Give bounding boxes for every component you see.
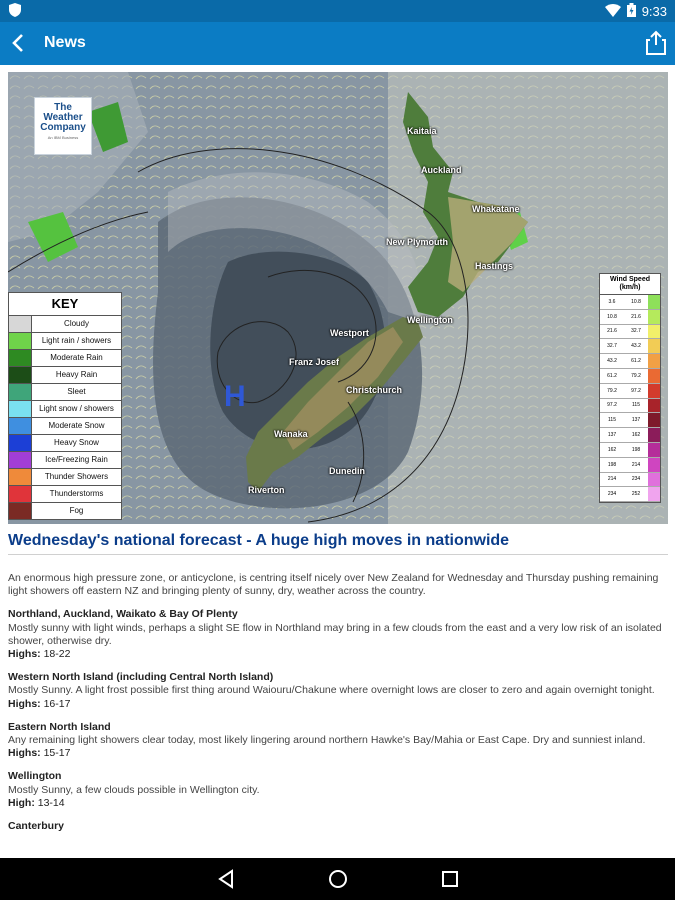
weather-company-logo: The Weather Company An IBM Business — [34, 97, 92, 155]
wind-row — [600, 310, 660, 325]
place-label: Westport — [330, 328, 369, 338]
wind-from: 21.6 — [607, 328, 617, 335]
key-swatch — [9, 401, 32, 417]
wind-to: 115 — [632, 402, 640, 409]
key-swatch — [9, 469, 32, 485]
key-swatch — [9, 486, 32, 502]
highs-value: 15-17 — [40, 747, 71, 760]
wind-swatch — [648, 443, 660, 457]
highs-label: Highs: — [8, 747, 41, 760]
wind-row — [600, 413, 660, 428]
wind-swatch — [648, 295, 660, 309]
wind-row — [600, 339, 660, 354]
place-label: Wanaka — [274, 429, 308, 439]
key-row — [8, 435, 122, 452]
wind-from: 3.6 — [608, 298, 616, 305]
key-row — [8, 367, 122, 384]
forecast-section — [8, 671, 666, 711]
wind-row — [600, 399, 660, 414]
wind-to: 10.8 — [631, 298, 641, 305]
wind-row — [600, 443, 660, 458]
precip-key — [8, 292, 122, 520]
wind-from: 198 — [607, 461, 617, 468]
key-swatch — [9, 333, 32, 349]
clock: 9:33 — [641, 4, 667, 19]
section-body: Mostly sunny with light winds, perhaps a slight SE flow in Northland may bring in a few clouds from the east and a very low risk of an isolated shower, otherwise dry. — [8, 621, 662, 647]
key-label: Moderate Snow — [48, 421, 105, 430]
wind-to: 252 — [631, 491, 641, 498]
wind-swatch — [648, 384, 660, 398]
key-label: Heavy Snow — [54, 438, 99, 447]
wind-from: 61.2 — [607, 372, 617, 379]
forecast-section — [8, 608, 666, 661]
article-scroll[interactable] — [0, 65, 675, 858]
key-swatch — [9, 503, 32, 519]
key-label: Thunder Showers — [44, 472, 109, 481]
key-swatch — [9, 435, 32, 451]
highs-value: 13-14 — [34, 796, 65, 809]
wind-to: 214 — [631, 461, 641, 468]
wind-swatch — [648, 369, 660, 383]
wind-speed-legend — [599, 273, 661, 503]
section-heading: Northland, Auckland, Waikato & Bay Of Plenty — [8, 608, 238, 621]
key-row — [8, 486, 122, 503]
key-label: Fog — [69, 506, 84, 515]
wind-swatch — [648, 473, 660, 487]
wind-row — [600, 384, 660, 399]
wind-row — [600, 354, 660, 369]
home-circle-icon[interactable] — [327, 868, 349, 890]
key-label: Light rain / showers — [41, 336, 112, 345]
key-row — [8, 316, 122, 333]
wind-to: 137 — [631, 417, 641, 424]
key-row — [8, 350, 122, 367]
share-icon[interactable] — [645, 30, 667, 56]
section-heading: Western North Island (including Central North Island) — [8, 671, 274, 684]
high-pressure-marker: H — [224, 380, 246, 413]
article-body — [8, 572, 666, 843]
key-row — [8, 333, 122, 350]
system-nav-bar — [0, 858, 675, 900]
key-label: Thunderstorms — [49, 489, 104, 498]
wind-to: 32.7 — [631, 328, 641, 335]
wind-from: 32.7 — [607, 343, 617, 350]
divider — [8, 554, 668, 555]
wind-from: 214 — [607, 476, 617, 483]
page-title: News — [44, 34, 86, 51]
wind-from: 97.2 — [607, 402, 617, 409]
highs-label: Highs: — [8, 697, 41, 710]
key-label: Ice/Freezing Rain — [45, 455, 108, 464]
section-heading: Eastern North Island — [8, 720, 111, 733]
article-intro: An enormous high pressure zone, or anticyclone, is centring itself nicely over New Zealand for Wednesday and Thursday pushing remaining light showers off eastern NZ and bringing plenty of sunny, dry, weather across the country. — [8, 572, 659, 598]
wind-legend-title: Wind Speed (km/h) — [600, 274, 660, 295]
highs-value: 18-22 — [40, 648, 71, 661]
wind-from: 162 — [607, 446, 617, 453]
article-headline: Wednesday's national forecast - A huge high moves in nationwide — [8, 532, 510, 549]
wind-row — [600, 295, 660, 310]
wind-to: 79.2 — [631, 372, 641, 379]
section-heading: Canterbury — [8, 820, 65, 833]
place-label: Kaitaia — [407, 126, 437, 136]
place-label: Hastings — [475, 261, 514, 271]
wind-swatch — [648, 458, 660, 472]
wind-swatch — [648, 325, 660, 339]
key-row — [8, 384, 122, 401]
wind-from: 115 — [608, 417, 616, 424]
wind-to: 61.2 — [631, 358, 641, 365]
section-body: Any remaining light showers clear today, most likely lingering around northern Hawke's Bay/Mahia or East Cape. Dry and sunniest inland. — [8, 734, 646, 747]
highs-label: Highs: — [8, 648, 41, 661]
key-label: Heavy Rain — [55, 370, 98, 379]
wind-to: 162 — [631, 432, 641, 439]
wind-swatch — [648, 487, 660, 501]
wind-row — [600, 369, 660, 384]
wind-to: 234 — [631, 476, 641, 483]
highs-label: High: — [8, 796, 35, 809]
wind-swatch — [648, 428, 660, 442]
wind-swatch — [648, 399, 660, 413]
wind-swatch — [648, 354, 660, 368]
back-arrow-icon[interactable] — [8, 32, 30, 54]
wifi-icon — [605, 4, 621, 20]
wind-row — [600, 325, 660, 340]
back-triangle-icon[interactable] — [215, 868, 237, 890]
key-label: Moderate Rain — [50, 353, 103, 362]
key-label: Cloudy — [64, 319, 89, 328]
key-row — [8, 418, 122, 435]
place-label: Wellington — [407, 315, 453, 325]
place-label: Whakatane — [472, 204, 520, 214]
wind-from: 79.2 — [607, 387, 617, 394]
wind-from: 10.8 — [607, 313, 617, 320]
wind-swatch — [648, 413, 660, 427]
wind-swatch — [648, 310, 660, 324]
key-label: Light snow / showers — [39, 404, 114, 413]
place-label: Dunedin — [329, 466, 365, 476]
key-swatch — [9, 367, 32, 383]
wind-row — [600, 458, 660, 473]
forecast-map — [8, 72, 668, 524]
key-row — [8, 469, 122, 486]
key-swatch — [9, 452, 32, 468]
wind-to: 21.6 — [631, 313, 641, 320]
highs-value: 16-17 — [40, 697, 71, 710]
place-label: Franz Josef — [289, 357, 340, 367]
section-body: Mostly Sunny. A light frost possible first thing around Waiouru/Chakune where overnight lows are closer to zero and again overnight tonight. — [8, 684, 655, 697]
wind-to: 198 — [631, 446, 641, 453]
key-title: KEY — [8, 292, 122, 316]
shield-icon — [9, 3, 21, 22]
forecast-section — [8, 820, 666, 833]
wind-row — [600, 487, 660, 502]
place-label: Christchurch — [346, 385, 403, 395]
key-swatch — [9, 316, 32, 332]
forecast-section — [8, 770, 666, 810]
section-body: Mostly Sunny, a few clouds possible in Wellington city. — [8, 783, 260, 796]
forecast-section — [8, 721, 666, 761]
place-label: Auckland — [421, 165, 462, 175]
wind-swatch — [648, 339, 660, 353]
key-swatch — [9, 384, 32, 400]
key-row — [8, 452, 122, 469]
battery-icon — [627, 3, 636, 20]
wind-to: 97.2 — [631, 387, 641, 394]
section-heading: Wellington — [8, 770, 62, 783]
key-label: Sleet — [67, 387, 86, 396]
wind-row — [600, 428, 660, 443]
key-row — [8, 503, 122, 520]
recents-square-icon[interactable] — [439, 868, 461, 890]
place-label: New Plymouth — [386, 237, 449, 247]
place-label: Riverton — [248, 485, 285, 495]
key-row — [8, 401, 122, 418]
app-bar — [0, 22, 675, 65]
status-bar — [0, 0, 675, 22]
key-swatch — [9, 350, 32, 366]
wind-from: 234 — [607, 491, 617, 498]
key-swatch — [9, 418, 32, 434]
wind-row — [600, 473, 660, 488]
wind-from: 43.2 — [607, 358, 617, 365]
wind-to: 43.2 — [631, 343, 641, 350]
wind-from: 137 — [607, 432, 617, 439]
